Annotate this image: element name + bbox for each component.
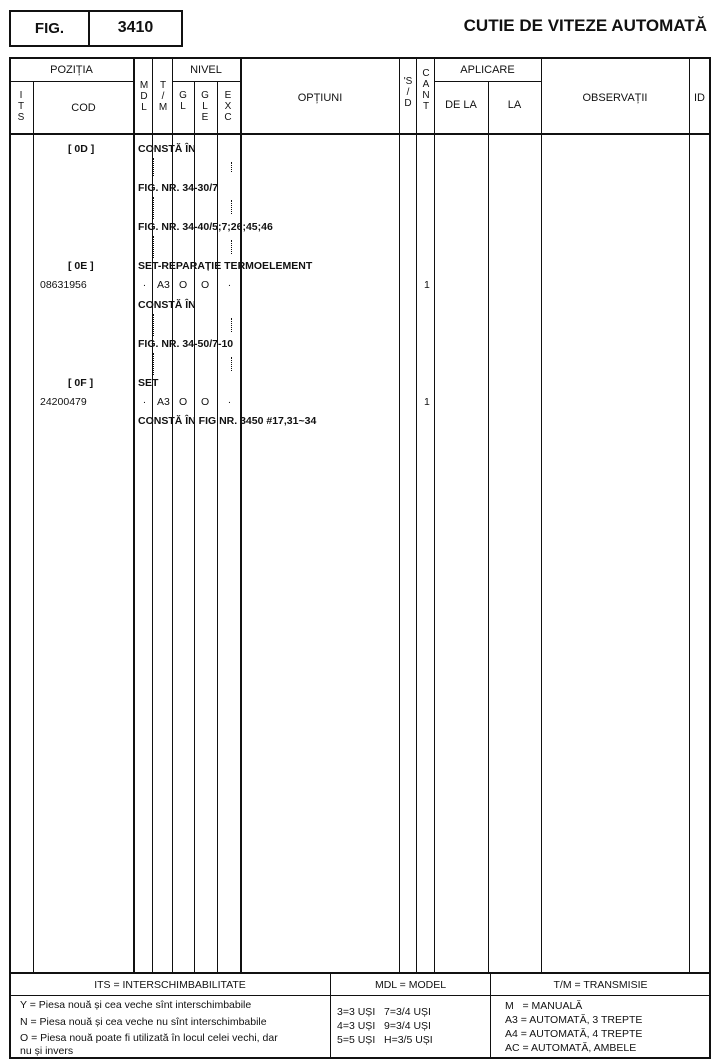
row-fig-34-40: FIG. NR. 34-40/5;7;26;45;46: [138, 221, 273, 233]
col-nivel: NIVEL: [190, 64, 222, 76]
row-0d-text: CONSTĂ ÎN: [138, 143, 196, 155]
legend-mdl-2: 4=3 UȘI 9=3/4 UȘI: [337, 1020, 431, 1032]
row-0e-gl: O: [179, 279, 188, 291]
row-0e-pos: [ 0E ]: [68, 260, 94, 272]
col-id: ID: [694, 92, 705, 104]
row-0f-gle: O: [201, 396, 210, 408]
row-0f-text: SET: [138, 377, 159, 389]
row-fig-34-50: FIG. NR. 34-50/7-10: [138, 338, 234, 350]
legend-its-o1: O = Piesa nouă poate fi utilizată în locul celei vechi, dar: [20, 1032, 278, 1044]
row-0f-tm: A3: [157, 396, 170, 408]
legend-tm-1: M = MANUALĂ: [505, 1000, 583, 1012]
row-0f-consta: CONSTĂ ÎN FIG NR. 3450 #17,31~34: [138, 415, 317, 427]
legend-mdl-title: MDL = MODEL: [374, 979, 447, 991]
page-title: CUTIE DE VITEZE AUTOMATĂ: [463, 16, 707, 35]
col-aplicare: APLICARE: [460, 64, 515, 76]
row-0f-cant: 1: [424, 396, 430, 408]
row-0e-text: SET-REPARAȚIE TERMOELEMENT: [138, 260, 313, 272]
legend-its-y: Y = Piesa nouă și cea veche sînt interschimbabile: [20, 999, 252, 1011]
row-0e-exc: .: [228, 277, 231, 289]
col-cod: COD: [71, 102, 96, 114]
legend-its-o2: nu și invers: [20, 1045, 74, 1057]
col-its: I T S: [17, 90, 25, 123]
legend-mdl-1: 3=3 UȘI 7=3/4 UȘI: [337, 1006, 431, 1018]
row-0f-cod: 24200479: [40, 396, 87, 408]
row-0e-mdl: .: [143, 277, 146, 289]
col-cant: C A N T: [422, 68, 430, 112]
legend-its-n: N = Piesa nouă și cea veche nu sînt interschimbabile: [20, 1016, 267, 1028]
legend-tm-2: A3 = AUTOMATĂ, 3 TREPTE: [505, 1014, 643, 1026]
col-mdl: M D L: [139, 80, 149, 113]
legend-tm-3: A4 = AUTOMATĂ, 4 TREPTE: [505, 1028, 643, 1040]
row-0e-tm: A3: [157, 279, 170, 291]
row-0d-pos: [ 0D ]: [68, 143, 95, 155]
legend-mdl-3: 5=5 UȘI H=3/5 UȘI: [337, 1034, 433, 1046]
row-0f-exc: .: [228, 394, 231, 406]
col-sd: 'S / D: [403, 76, 413, 109]
row-0e-cant: 1: [424, 279, 430, 291]
row-0f-mdl: .: [143, 394, 146, 406]
fig-label: FIG.: [34, 20, 65, 37]
legend-tm-4: AC = AUTOMATĂ, AMBELE: [505, 1042, 637, 1054]
row-fig-34-30: FIG. NR. 34-30/7: [138, 182, 218, 194]
col-tm: T / M: [158, 80, 168, 113]
col-pozitia: POZIȚIA: [50, 64, 93, 76]
fig-number: 3410: [117, 19, 154, 36]
row-0f-gl: O: [179, 396, 188, 408]
row-0e-cod: 08631956: [40, 279, 87, 291]
main-table: [9, 57, 711, 1059]
col-exc: E X C: [224, 90, 232, 123]
legend-tm-title: T/M = TRANSMISIE: [553, 979, 648, 991]
col-observatii: OBSERVAȚII: [582, 92, 648, 104]
row-0e-consta: CONSTĂ ÎN: [138, 299, 196, 311]
col-optiuni: OPȚIUNI: [297, 92, 343, 104]
col-la: LA: [507, 99, 522, 111]
col-de-la: DE LA: [445, 99, 477, 111]
row-0e-gle: O: [201, 279, 210, 291]
legend-its-title: ITS = INTERSCHIMBABILITATE: [94, 979, 246, 991]
row-0f-pos: [ 0F ]: [68, 377, 94, 389]
col-gle: G L E: [201, 90, 209, 123]
col-gl: G L: [179, 90, 187, 112]
